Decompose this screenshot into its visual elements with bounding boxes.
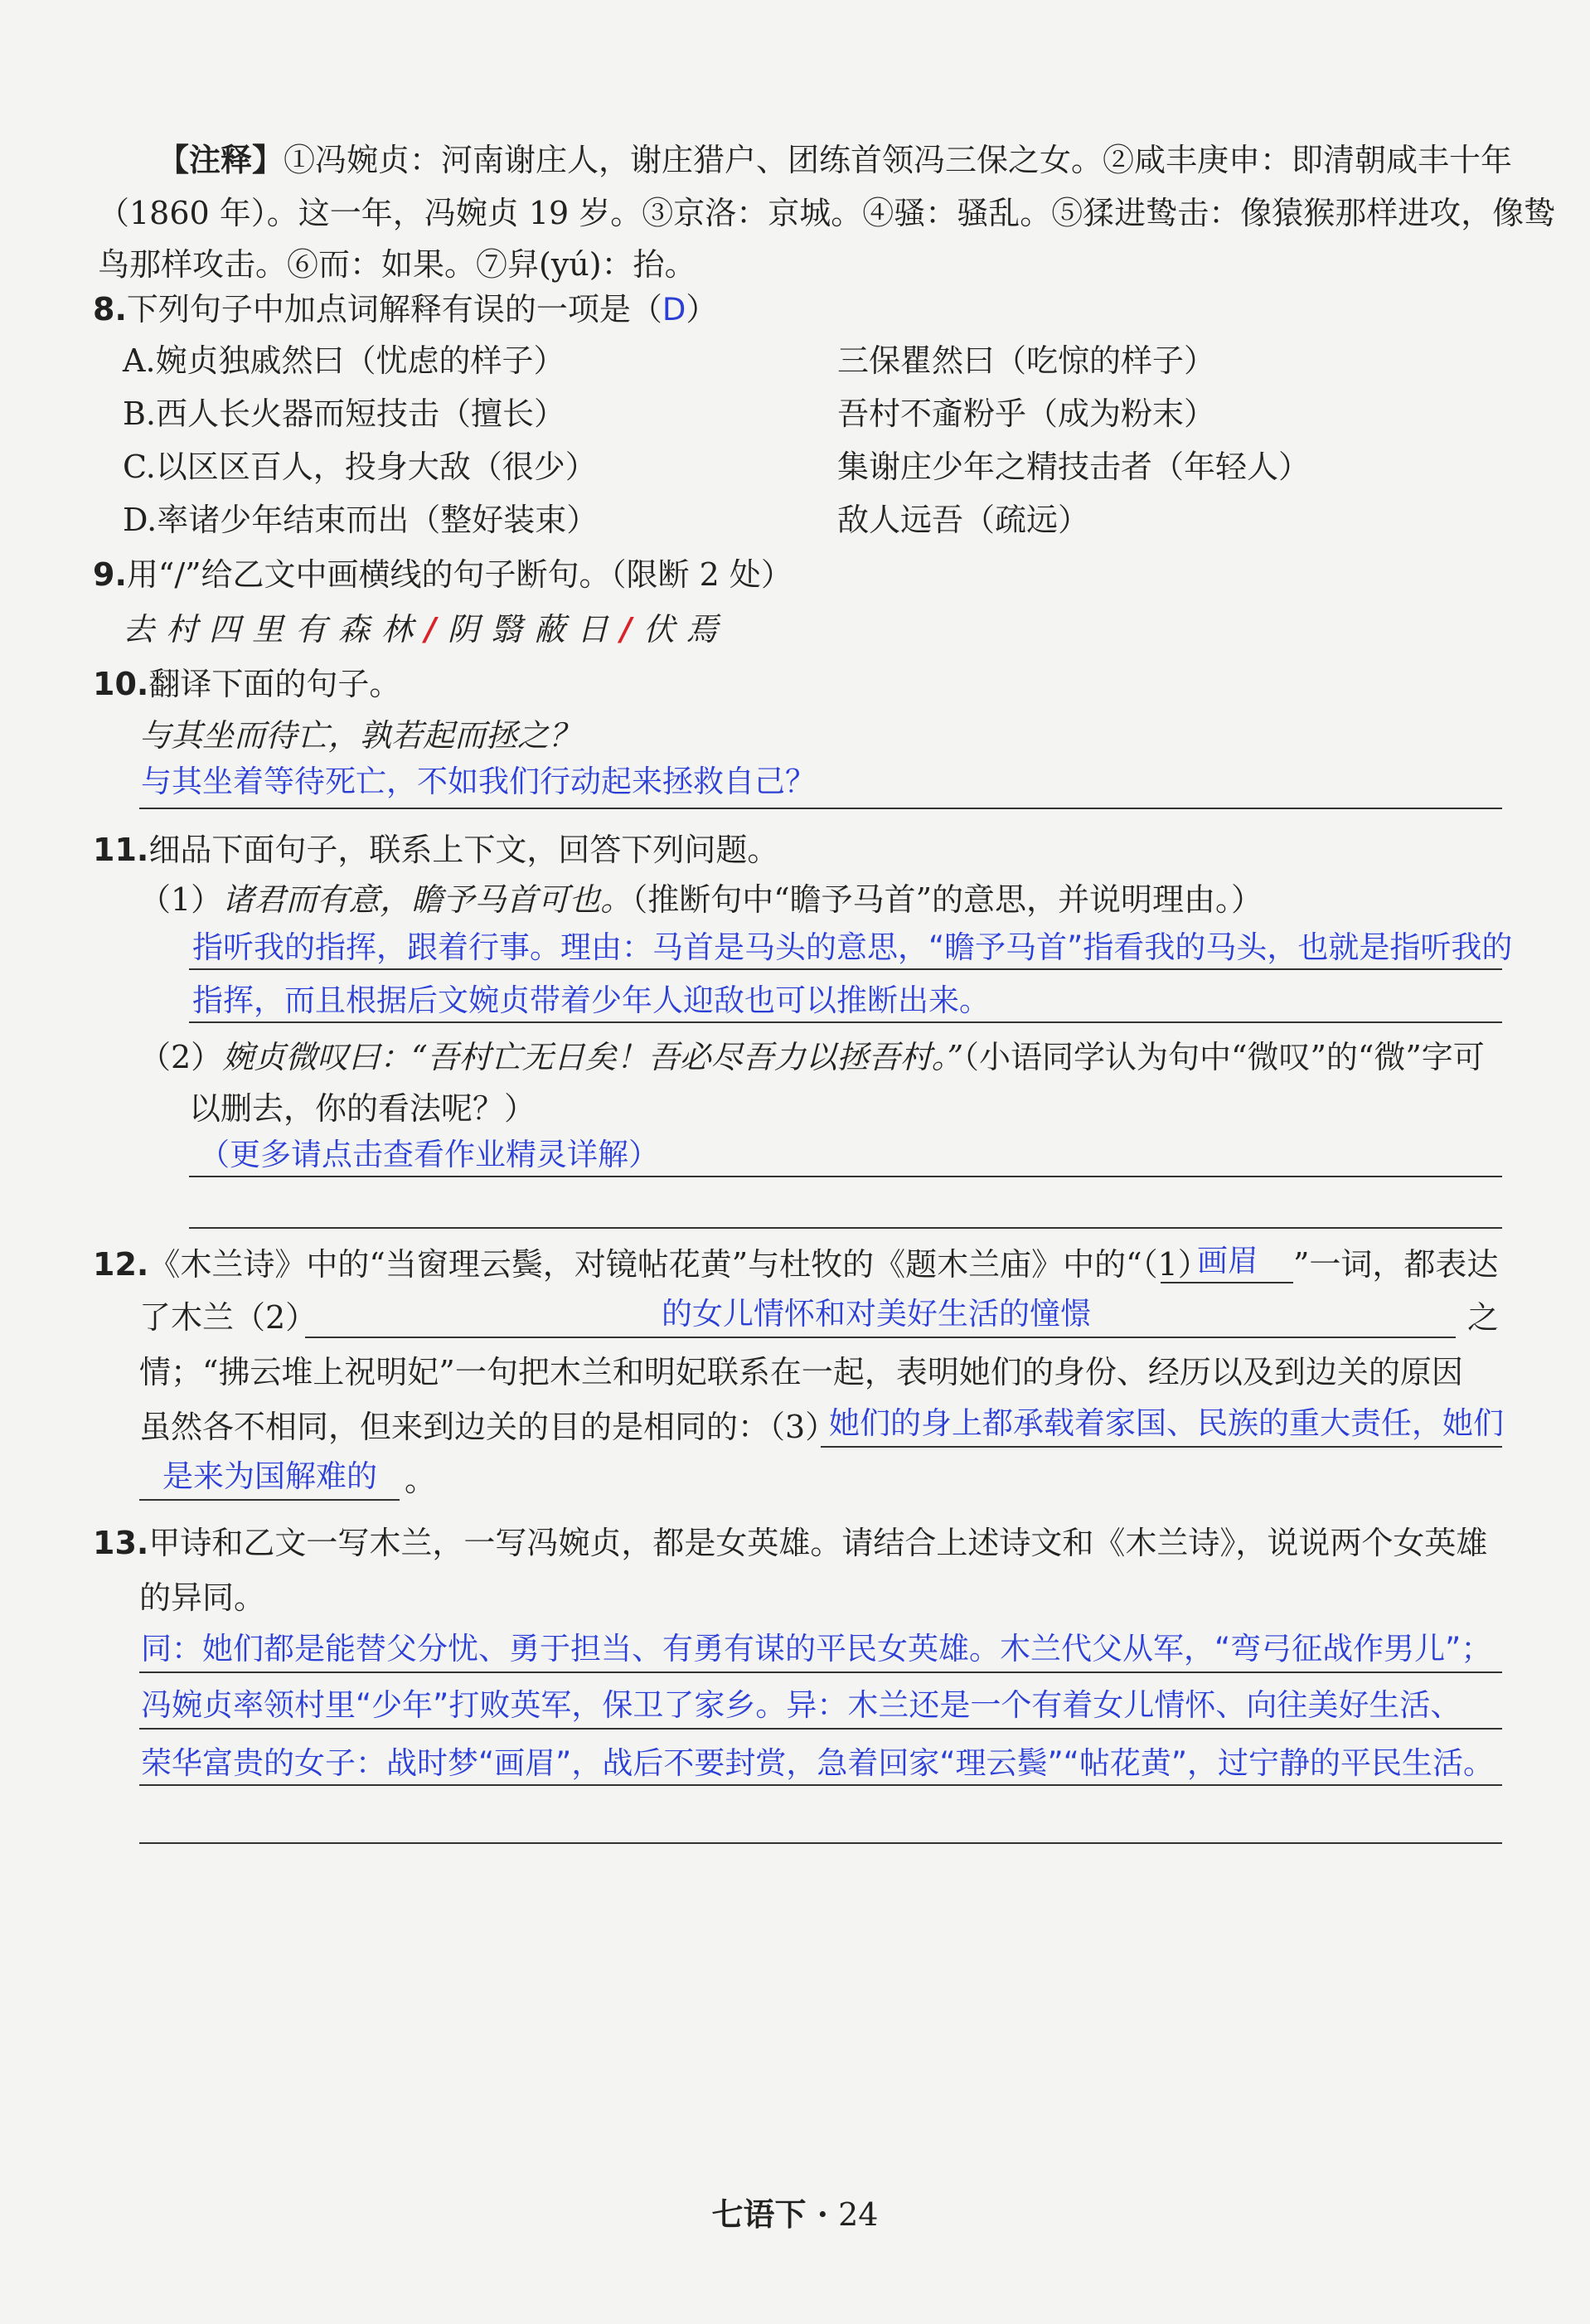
- q13-line-1: 13.甲诗和乙文一写木兰，一写冯婉贞，都是女英雄。请结合上述诗文和《木兰诗》，说说两个女英雄: [93, 1525, 1488, 1561]
- q11-part1-answer-2: 指挥，而且根据后文婉贞带着少年人迎敌也可以推断出来。: [192, 982, 990, 1018]
- q9-slash-1: /: [424, 610, 448, 648]
- q11-stem: 11.细品下面句子，联系上下文，回答下列问题。: [93, 832, 779, 868]
- q12-blank-3b: 是来为国解难的: [162, 1458, 377, 1494]
- q8-option-a-left: A.婉贞独戚然曰（忧虑的样子）: [123, 342, 565, 379]
- q11-part1-line-2: [189, 1021, 1502, 1023]
- q12-blank-3a-line: [821, 1446, 1502, 1448]
- q13-line-a: [139, 1671, 1502, 1673]
- q12-line-3: 情；“拂云堆上祝明妃”一句把木兰和明妃联系在一起，表明她们的身份、经历以及到边关的原因: [139, 1354, 1463, 1390]
- q12-line-4: 虽然各不相同，但来到边关的目的是相同的：（3）: [139, 1409, 837, 1445]
- q11-part2-line-1: [189, 1176, 1502, 1177]
- q11-part2-question-2: 以删去，你的看法呢？）: [189, 1090, 536, 1127]
- note-label: 【注释】: [158, 141, 284, 178]
- q13-answer-1: 同：她们都是能替父分忧、勇于担当、有勇有谋的平民女英雄。木兰代父从军，“弯弓征战作男儿”；: [141, 1631, 1492, 1667]
- q8-option-b-right: 吾村不齑粉乎（成为粉末）: [837, 395, 1216, 432]
- q13-line-c: [139, 1784, 1502, 1786]
- q13-line-2: 的异同。: [139, 1579, 266, 1616]
- q12-blank-1: 画眉: [1197, 1243, 1258, 1278]
- q10-sentence: 与其坐而待亡，孰若起而拯之？: [139, 717, 581, 754]
- q12-blank-1-line: [1161, 1282, 1293, 1283]
- q13-answer-3: 荣华富贵的女子：战时梦“画眉”，战后不要封赏，急着回家“理云鬓”“帖花黄”，过宁静的平民生活。: [141, 1745, 1495, 1781]
- q9-stem: 9.用“/”给乙文中画横线的句子断句。（限断 2 处）: [93, 556, 793, 593]
- q11-part2-question-1: （2）婉贞微叹曰：“吾村亡无日矣！吾必尽吾力以拯吾村。”（小语同学认为句中“微叹”的“微”字可: [139, 1039, 1485, 1075]
- note-line-2: （1860 年）。这一年，冯婉贞 19 岁。③京洛：京城。④骚：骚乱。⑤猱进鸷击：像猿猴那样进攻，像鸷: [98, 195, 1556, 231]
- q12-blank-3b-line: [139, 1499, 400, 1501]
- q11-part1-question: （1）诸君而有意，瞻予马首可也。（推断句中“瞻予马首”的意思，并说明理由。）: [139, 881, 1263, 918]
- q11-part2-answer: （更多请点击查看作业精灵详解）: [199, 1137, 659, 1172]
- q8-option-d-right: 敌人远吾（疏远）: [837, 502, 1090, 538]
- note-line-3: 鸟那样攻击。⑥而：如果。⑦舁(yú)：抬。: [98, 246, 696, 283]
- q11-part1-line-1: [189, 968, 1502, 970]
- q10-answer-line: [139, 808, 1502, 809]
- q12-blank-2-line: [305, 1337, 1456, 1338]
- q10-answer: 与其坐着等待死亡，不如我们行动起来拯救自己？: [141, 764, 816, 799]
- q12-line-2: 了木兰（2）: [139, 1299, 318, 1336]
- q8-option-c-right: 集谢庄少年之精技击者（年轻人）: [837, 449, 1311, 485]
- q12-line-5: 。: [405, 1462, 437, 1498]
- q12-line-1-end: ”一词，都表达: [1293, 1246, 1499, 1283]
- q8-stem: 8.下列句子中加点词解释有误的一项是（D）: [93, 291, 718, 327]
- q8-option-c-left: C.以区区百人，投身大敌（很少）: [123, 449, 597, 485]
- q9-sentence: 去村四里有森林/阴翳蔽日/伏焉: [123, 610, 730, 648]
- q10-stem: 10.翻译下面的句子。: [93, 666, 401, 702]
- page-footer: [0, 2189, 1590, 2234]
- q13-line-d: [139, 1842, 1502, 1844]
- q11-part1-answer-1: 指听我的指挥，跟着行事。理由：马首是马头的意思，“瞻予马首”指看我的马头，也就是指听我的: [192, 929, 1513, 965]
- q12-blank-3a: 她们的身上都承载着家国、民族的重大责任，她们: [829, 1405, 1504, 1441]
- q12-line-1: 12.《木兰诗》中的“当窗理云鬓，对镜帖花黄”与杜牧的《题木兰庙》中的“（1）: [93, 1246, 1209, 1283]
- q12-blank-2: 的女儿情怀和对美好生活的憧憬: [662, 1296, 1091, 1332]
- q8-option-a-right: 三保瞿然曰（吃惊的样子）: [837, 342, 1216, 379]
- q12-line-2-end: 之: [1467, 1299, 1500, 1336]
- q8-option-b-left: B.西人长火器而短技击（擅长）: [123, 395, 566, 432]
- footer-label: 七语下 ·: [711, 2195, 828, 2233]
- page-number: 24: [838, 2196, 879, 2233]
- q13-line-b: [139, 1728, 1502, 1730]
- q8-answer: D: [662, 292, 686, 327]
- q8-option-d-left: D.率诸少年结束而出（整好装束）: [123, 502, 599, 538]
- q13-answer-2: 冯婉贞率领村里“少年”打败英军，保卫了家乡。异：木兰还是一个有着女儿情怀、向往美好生活、: [141, 1687, 1462, 1723]
- note-line-1: 【注释】①冯婉贞：河南谢庄人，谢庄猎户、团练首领冯三保之女。②咸丰庚申：即清朝咸丰十年: [158, 141, 1513, 178]
- q9-slash-2: /: [619, 610, 643, 648]
- q11-part2-line-2: [189, 1227, 1502, 1229]
